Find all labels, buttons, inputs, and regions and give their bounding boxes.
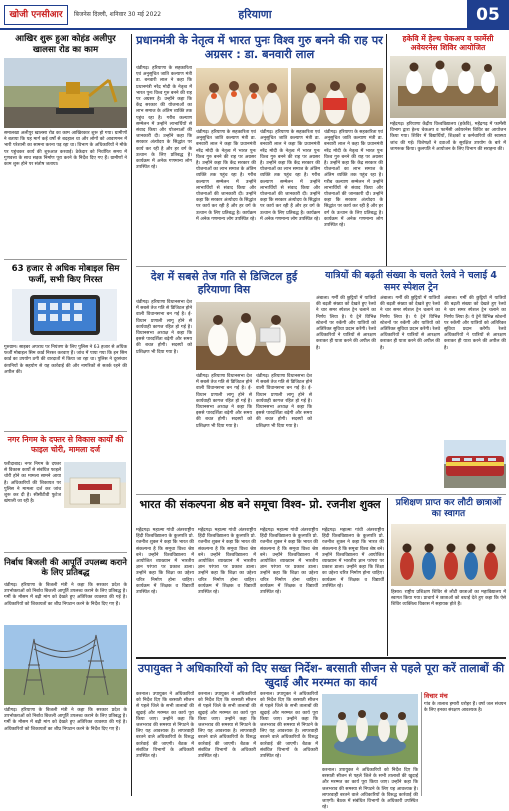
page-number: 05 [467,0,509,30]
mobile-sim-body: गुरुग्राम। साइबर अपराध पर नियंत्रण के लिए पुलिस ने 63 हजार से अधिक फर्जी मोबाइल सिम कार्ड निरस्त करवाए हैं। जांच में पाया गया कि इन सिम कार्ड का उपयोग ठगी की वारदातों में किया जा रहा था। पुलिस ने दूरसंचार कंपनियों के सहयोग से यह कार्रवाई की और नागरिकों से सतर्क रहने की अपील की। [4,345,127,375]
newspaper-logo: खोजी एनसीआर [4,5,68,25]
railway-body-col3: अंबाला। गर्मी की छुट्टियों में यात्रियों की बढ़ती संख्या को देखते हुए रेलवे ने चार समर स्पेशल ट्रेन चलाने का निर्णय लिया है। ये ट्रेनें विभिन्न स्टेशनों पर रुकेंगी और यात्रियों को अतिरिक्त सुविधा प्रदान करेंगी। रेलवे अधिकारियों ने यात्रियों से आरक्षण कराकर ही यात्रा करने की अपील की है। [444,296,506,351]
health-camp-photo [390,56,506,118]
section-title: हरियाणा [238,8,272,21]
electricity-body: चंडीगढ़। हरियाणा के बिजली मंत्री ने कहा कि सरकार प्रदेश के उपभोक्ताओं को निर्बाध बिजली आपूर्ति उपलब्ध कराने के लिए प्रतिबद्ध है। गर्मी के मौसम में बढ़ी मांग को देखते हुए अतिरिक्त व्यवस्था की गई है। अधिकारियों को शिकायतों का शीघ्र निपटान करने के निर्देश दिए गए हैं। [4,583,127,607]
assembly-photo [196,302,310,370]
municipal-headline: नगर निगम के दफ्तर से विकास कार्यों की फाइल चोरी, मामला दर्ज [7,435,124,454]
power-grid-photo [4,625,127,705]
digital-body-col1: चंडीगढ़। हरियाणा विधानसभा देश में सबसे तेज गति से डिजिटल होने वाली विधानसभा बन गई है। ई-विधान प्रणाली लागू होने से कार्यवाही कागज रहित हो गई है। विधानसभा अध्यक्ष ने कहा कि इससे पारदर्शिता बढ़ेगी और समय की बचत होगी। सदस्यों को प्रशिक्षण भी दिया गया है। [136,300,192,355]
pm-event-photo-1 [196,68,288,126]
road-work-photo [4,58,127,128]
excavator-icon [4,58,127,128]
railway-headline: यात्रियों की बढ़ती संख्या के चलते रेलवे ने चलाई 4 समर स्पेशल ट्रेन [325,270,497,293]
health-camp-body: महेंद्रगढ़। हरियाणा केंद्रीय विश्वविद्यालय (हकेवि), महेंद्रगढ़ में फार्मेसी विभाग द्वारा हेल्थ चेकअप व फार्मेसी अवेयरनेस शिविर का आयोजन किया गया। शिविर में विद्यार्थियों, शिक्षकों व कर्मचारियों की स्वास्थ्य जांच की गई। विशेषज्ञों ने दवाओं के सुरक्षित उपयोग के बारे में जागरूक किया। कुलपति ने आयोजन के लिए विभाग की सराहना की। [390,122,506,152]
nagar-nigam-photo [64,462,126,508]
issue-date: बिजनेस दिल्ली, शनिवार 30 मई 2022 [74,11,162,18]
digital-body-col3: चंडीगढ़। हरियाणा विधानसभा देश में सबसे तेज गति से डिजिटल होने वाली विधानसभा बन गई है। ई-विधान प्रणाली लागू होने से कार्यवाही कागज रहित हो गई है। विधानसभा अध्यक्ष ने कहा कि इससे पारदर्शिता बढ़ेगी और समय की बचत होगी। सदस्यों को प्रशिक्षण भी दिया गया है। [256,374,312,429]
sankalpana-body-col3: महेंद्रगढ़। महात्मा गांधी अंतरराष्ट्रीय हिंदी विश्वविद्यालय के कुलपति प्रो. रजनीश शुक्ल ने कहा कि भारत की संकल्पना है कि समूचा विश्व श्रेष्ठ बने। उन्होंने विश्वविद्यालय में आयोजित व्याख्यान में भारतीय ज्ञान परंपरा पर प्रकाश डाला। उन्होंने कहा कि शिक्षा का उद्देश्य चरित्र निर्माण होना चाहिए। कार्यक्रम में शिक्षक व विद्यार्थी उपस्थित रहे। [260,528,318,596]
railway-body-col2: अंबाला। गर्मी की छुट्टियों में यात्रियों की बढ़ती संख्या को देखते हुए रेलवे ने चार समर स्पेशल ट्रेन चलाने का निर्णय लिया है। ये ट्रेनें विभिन्न स्टेशनों पर रुकेंगी और यात्रियों को अतिरिक्त सुविधा प्रदान करेंगी। रेलवे अधिकारियों ने यात्रियों से आरक्षण कराकर ही यात्रा करने की अपील की है। [380,296,440,351]
pm-main-body-col4: चंडीगढ़। हरियाणा के सहकारिता एवं अनुसूचित जाति कल्याण मंत्री डा. बनवारी लाल ने कहा कि प्रधानमंत्री नरेंद्र मोदी के नेतृत्व में भारत पुनः विश्व गुरु बनने की राह पर अग्रसर है। उन्होंने कहा कि केंद्र सरकार की योजनाओं का लाभ समाज के अंतिम व्यक्ति तक पहुंच रहा है। गरीब कल्याण सम्मेलन में उन्होंने लाभार्थियों से संवाद किया और योजनाओं की जानकारी दी। उन्होंने कहा कि सरकार अंत्योदय के सिद्धांत पर कार्य कर रही है और हर वर्ग के उत्थान के लिए प्रतिबद्ध है। कार्यक्रम में अनेक गणमान्य लोग उपस्थित रहे। [324,130,383,229]
ponds-body-col3: करनाल। उपायुक्त ने अधिकारियों को निर्देश दिए कि बरसाती सीजन से पहले जिले के सभी तालाबों की खुदाई और मरम्मत का कार्य पूरा किया जाए। उन्होंने कहा कि जलभराव की समस्या से निपटने के लिए यह आवश्यक है। लापरवाही बरतने वाले अधिकारियों के विरुद्ध कार्रवाई की जाएगी। बैठक में संबंधित विभागों के अधिकारी उपस्थित रहे। [260,692,318,760]
alipur-headline: आखिर शुरू हुआ कोहंड अलीपुर खालसा रोड का काम [15,34,116,55]
ponds-body-col4: करनाल। उपायुक्त ने अधिकारियों को निर्देश दिए कि बरसाती सीजन से पहले जिले के सभी तालाबों की खुदाई और मरम्मत का कार्य पूरा किया जाए। उन्होंने कहा कि जलभराव की समस्या से निपटने के लिए यह आवश्यक है। लापरवाही बरतने वाले अधिकारियों के विरुद्ध कार्रवाई की जाएगी। बैठक में संबंधित विभागों के अधिकारी उपस्थित रहे। [322,768,418,811]
ponds-body-col1: करनाल। उपायुक्त ने अधिकारियों को निर्देश दिए कि बरसाती सीजन से पहले जिले के सभी तालाबों की खुदाई और मरम्मत का कार्य पूरा किया जाए। उन्होंने कहा कि जलभराव की समस्या से निपटने के लिए यह आवश्यक है। लापरवाही बरतने वाले अधिकारियों के विरुद्ध कार्रवाई की जाएगी। बैठक में संबंधित विभागों के अधिकारी उपस्थित रहे। [136,692,194,760]
electricity-headline: निर्बाध बिजली की आपूर्ति उपलब्ध कराने के लिए प्रतिबद्ध [4,557,127,578]
sankalpana-body-col2: महेंद्रगढ़। महात्मा गांधी अंतरराष्ट्रीय हिंदी विश्वविद्यालय के कुलपति प्रो. रजनीश शुक्ल ने कहा कि भारत की संकल्पना है कि समूचा विश्व श्रेष्ठ बने। उन्होंने विश्वविद्यालय में आयोजित व्याख्यान में भारतीय ज्ञान परंपरा पर प्रकाश डाला। उन्होंने कहा कि शिक्षा का उद्देश्य चरित्र निर्माण होना चाहिए। कार्यक्रम में शिक्षक व विद्यार्थी उपस्थित रहे। [198,528,256,596]
train-photo [444,440,506,488]
municipal-body: फरीदाबाद। नगर निगम के दफ्तर से विकास कार्यों से संबंधित फाइलें चोरी होने का मामला सामने आया है। अधिकारियों की शिकायत पर पुलिस ने मामला दर्ज कर जांच शुरू कर दी है। सीसीटीवी फुटेज खंगाली जा रही है। [4,462,61,505]
pm-event-photo-2 [291,68,383,126]
electricity-body-cont: चंडीगढ़। हरियाणा के बिजली मंत्री ने कहा कि सरकार प्रदेश के उपभोक्ताओं को निर्बाध बिजली आपूर्ति उपलब्ध कराने के लिए प्रतिबद्ध है। गर्मी के मौसम में बढ़ी मांग को देखते हुए अतिरिक्त व्यवस्था की गई है। अधिकारियों को शिकायतों का शीघ्र निपटान करने के निर्देश दिए गए हैं। [4,708,127,732]
ponds-headline: उपायुक्त ने अधिकारियों को दिए सख्त निर्देश- बरसाती सीजन से पहले पूरा करें तालाबों की खुदाई और मरम्मत का कार्य [137,662,505,689]
railway-body-col1: अंबाला। गर्मी की छुट्टियों में यात्रियों की बढ़ती संख्या को देखते हुए रेलवे ने चार समर स्पेशल ट्रेन चलाने का निर्णय लिया है। ये ट्रेनें विभिन्न स्टेशनों पर रुकेंगी और यात्रियों को अतिरिक्त सुविधा प्रदान करेंगी। रेलवे अधिकारियों ने यात्रियों से आरक्षण कराकर ही यात्रा करने की अपील की है। [316,296,376,351]
students-photo [391,524,506,586]
masthead [0,0,509,30]
pm-main-headline: प्रधानमंत्री के नेतृत्व में भारत पुनः विश्व गुरु बनने की राह पर अग्रसर : डा. बनवारी लाल [136,33,383,61]
health-camp-headline: हकेवि में हेल्थ चेकअप व फार्मेसी अवेयरनेस शिविर आयोजित [402,34,494,53]
vichar-headline: विचार मंच [424,692,448,700]
students-headline: प्रशिक्षण प्राप्त कर लौटी छात्राओं का स्वागत [395,498,502,519]
digital-body-col2: चंडीगढ़। हरियाणा विधानसभा देश में सबसे तेज गति से डिजिटल होने वाली विधानसभा बन गई है। ई-विधान प्रणाली लागू होने से कार्यवाही कागज रहित हो गई है। विधानसभा अध्यक्ष ने कहा कि इससे पारदर्शिता बढ़ेगी और समय की बचत होगी। सदस्यों को प्रशिक्षण भी दिया गया है। [196,374,252,429]
pm-main-body-col3: चंडीगढ़। हरियाणा के सहकारिता एवं अनुसूचित जाति कल्याण मंत्री डा. बनवारी लाल ने कहा कि प्रधानमंत्री नरेंद्र मोदी के नेतृत्व में भारत पुनः विश्व गुरु बनने की राह पर अग्रसर है। उन्होंने कहा कि केंद्र सरकार की योजनाओं का लाभ समाज के अंतिम व्यक्ति तक पहुंच रहा है। गरीब कल्याण सम्मेलन में उन्होंने लाभार्थियों से संवाद किया और योजनाओं की जानकारी दी। उन्होंने कहा कि सरकार अंत्योदय के सिद्धांत पर कार्य कर रही है और हर वर्ग के उत्थान के लिए प्रतिबद्ध है। कार्यक्रम में अनेक गणमान्य लोग उपस्थित रहे। [260,130,321,222]
pm-main-body-col2: चंडीगढ़। हरियाणा के सहकारिता एवं अनुसूचित जाति कल्याण मंत्री डा. बनवारी लाल ने कहा कि प्रधानमंत्री नरेंद्र मोदी के नेतृत्व में भारत पुनः विश्व गुरु बनने की राह पर अग्रसर है। उन्होंने कहा कि केंद्र सरकार की योजनाओं का लाभ समाज के अंतिम व्यक्ति तक पहुंच रहा है। गरीब कल्याण सम्मेलन में उन्होंने लाभार्थियों से संवाद किया और योजनाओं की जानकारी दी। उन्होंने कहा कि सरकार अंत्योदय के सिद्धांत पर कार्य कर रही है और हर वर्ग के उत्थान के लिए प्रतिबद्ध है। कार्यक्रम में अनेक गणमान्य लोग उपस्थित रहे। [196,130,257,222]
students-body: हिसार। राष्ट्रीय प्रशिक्षण शिविर से लौटी छात्राओं का महाविद्यालय में स्वागत किया गया। प्राचार्य ने छात्राओं को बधाई देते हुए कहा कि ऐसे शिविर व्यक्तित्व विकास में सहायक होते हैं। [391,590,506,608]
ponds-body-col2: करनाल। उपायुक्त ने अधिकारियों को निर्देश दिए कि बरसाती सीजन से पहले जिले के सभी तालाबों की खुदाई और मरम्मत का कार्य पूरा किया जाए। उन्होंने कहा कि जलभराव की समस्या से निपटने के लिए यह आवश्यक है। लापरवाही बरतने वाले अधिकारियों के विरुद्ध कार्रवाई की जाएगी। बैठक में संबंधित विभागों के अधिकारी उपस्थित रहे। [198,692,256,760]
sankalpana-body-col1: महेंद्रगढ़। महात्मा गांधी अंतरराष्ट्रीय हिंदी विश्वविद्यालय के कुलपति प्रो. रजनीश शुक्ल ने कहा कि भारत की संकल्पना है कि समूचा विश्व श्रेष्ठ बने। उन्होंने विश्वविद्यालय में आयोजित व्याख्यान में भारतीय ज्ञान परंपरा पर प्रकाश डाला। उन्होंने कहा कि शिक्षा का उद्देश्य चरित्र निर्माण होना चाहिए। कार्यक्रम में शिक्षक व विद्यार्थी उपस्थित रहे। [136,528,194,596]
sankalpana-headline: भारत की संकल्पना श्रेष्ठ बने समूचा विश्व- प्रो. रजनीश शुक्ल [139,498,381,511]
digital-headline: देश में सबसे तेज गति से डिजिटल हुई हरियाणा विस [150,270,298,297]
tablet-photo [12,289,117,341]
sankalpana-body-col4: महेंद्रगढ़। महात्मा गांधी अंतरराष्ट्रीय हिंदी विश्वविद्यालय के कुलपति प्रो. रजनीश शुक्ल ने कहा कि भारत की संकल्पना है कि समूचा विश्व श्रेष्ठ बने। उन्होंने विश्वविद्यालय में आयोजित व्याख्यान में भारतीय ज्ञान परंपरा पर प्रकाश डाला। उन्होंने कहा कि शिक्षा का उद्देश्य चरित्र निर्माण होना चाहिए। कार्यक्रम में शिक्षक व विद्यार्थी उपस्थित रहे। [322,528,384,589]
ponds-photo [322,694,418,764]
mobile-sim-headline: 63 हजार से अधिक मोबाइल सिम फर्जी, सभी किए निरस्त [11,264,120,285]
vichar-body: गांव के तालाब हमारी धरोहर हैं। वर्षा जल संचयन के लिए इनका संरक्षण आवश्यक है। [424,702,506,714]
pm-main-body-col1: चंडीगढ़। हरियाणा के सहकारिता एवं अनुसूचित जाति कल्याण मंत्री डा. बनवारी लाल ने कहा कि प्रधानमंत्री नरेंद्र मोदी के नेतृत्व में भारत पुनः विश्व गुरु बनने की राह पर अग्रसर है। उन्होंने कहा कि केंद्र सरकार की योजनाओं का लाभ समाज के अंतिम व्यक्ति तक पहुंच रहा है। गरीब कल्याण सम्मेलन में उन्होंने लाभार्थियों से संवाद किया और योजनाओं की जानकारी दी। उन्होंने कहा कि सरकार अंत्योदय के सिद्धांत पर कार्य कर रही है और हर वर्ग के उत्थान के लिए प्रतिबद्ध है। कार्यक्रम में अनेक गणमान्य लोग उपस्थित रहे। [136,66,192,171]
alipur-body: समालखा अलीपुर खालसा रोड का काम आखिरकार शुरू हो गया। ग्रामीणों ने बताया कि यह मार्ग कई वर्षों से बदहाल था और लोगों को आवागमन में भारी परेशानी का सामना करना पड़ रहा था। विभाग के अधिकारियों ने मौके पर पहुंचकर कार्य की शुरुआत करवाई। ठेकेदार को निर्धारित समय में गुणवत्ता के साथ सड़क निर्माण पूरा करने के निर्देश दिए गए हैं। ग्रामीणों ने काम शुरू होने पर संतोष जताया। [4,131,127,168]
